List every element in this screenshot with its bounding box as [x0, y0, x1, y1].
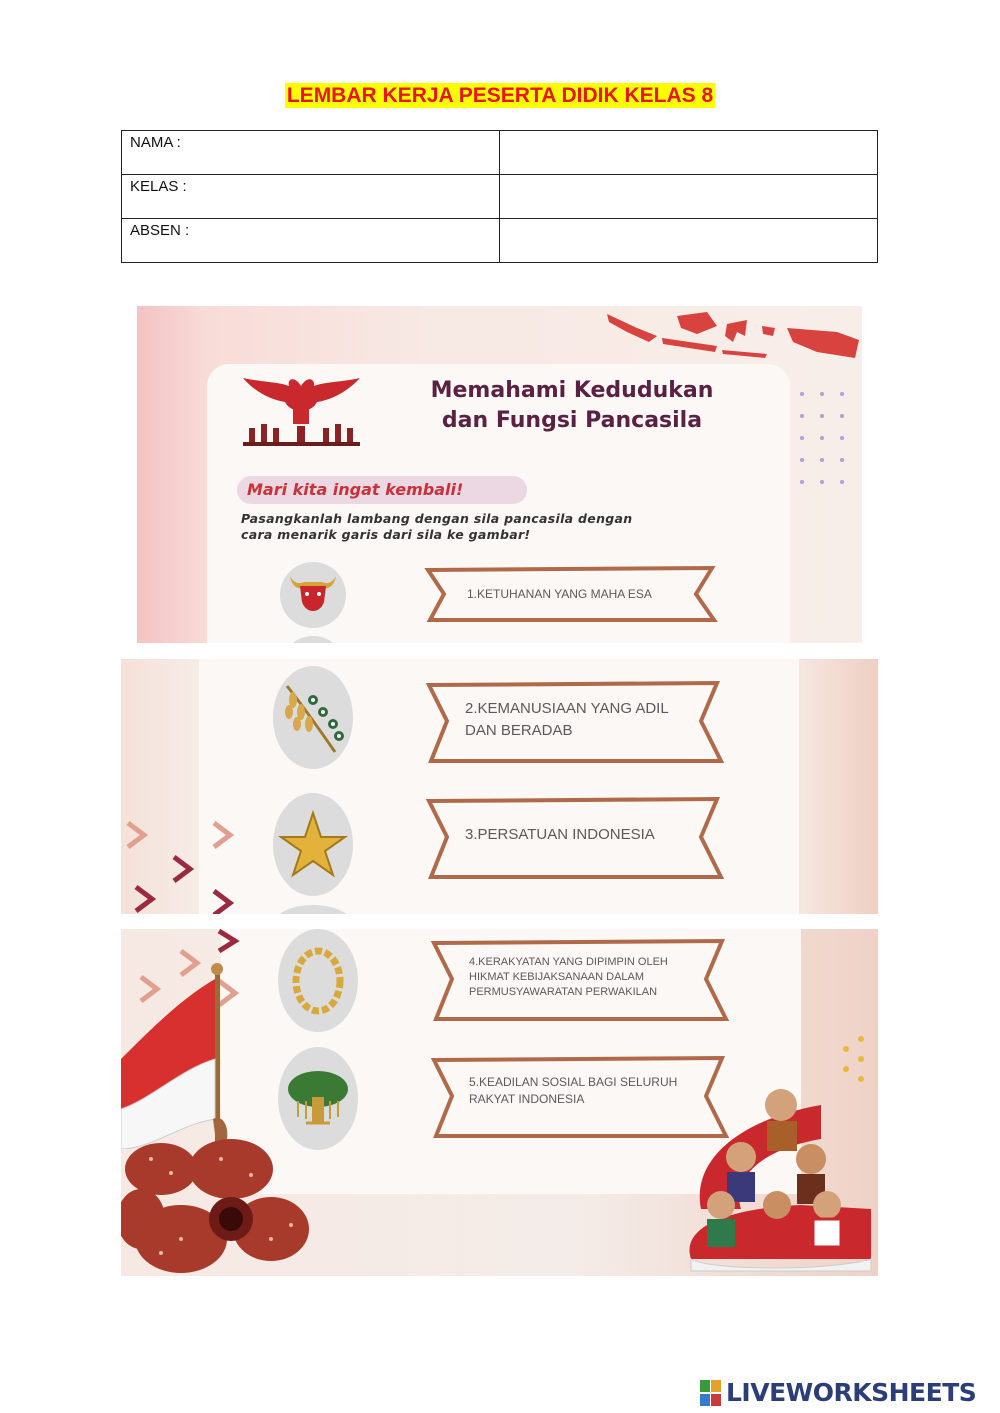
name-input[interactable] [500, 131, 878, 175]
instruction-line-2: cara menarik garis dari sila ke gambar! [241, 527, 531, 542]
class-input[interactable] [500, 175, 878, 219]
slide-panel-middle [121, 659, 878, 914]
bull-head-icon [280, 562, 346, 628]
star-icon [273, 793, 353, 896]
worksheet-title [0, 84, 1000, 108]
sila-text-2-line-1: 2.KEMANUSIAAN YANG ADIL [465, 700, 669, 717]
rafflesia-flower-icon [121, 1129, 311, 1276]
sila-ribbon-3[interactable] [421, 793, 726, 883]
slide-heading [372, 376, 772, 436]
indonesian-flag-icon [121, 959, 251, 1149]
table-row [122, 175, 878, 219]
class-label: KELAS : [122, 175, 500, 219]
sila-ribbon-1[interactable] [420, 564, 720, 626]
brand-text: LIVEWORKSHEETS [726, 1378, 977, 1407]
subheading-pill [237, 476, 527, 504]
symbol-circle-5[interactable] [278, 1047, 358, 1150]
dot-pattern-decoration [792, 386, 862, 496]
symbol-circle-2[interactable] [273, 666, 353, 769]
slide-panel-top [137, 306, 862, 643]
absen-input[interactable] [500, 219, 878, 263]
sila-ribbon-2[interactable] [421, 677, 726, 767]
sila-text-4-line-3: PERMUSYAWARATAN PERWAKILAN [469, 986, 658, 998]
name-label: NAMA : [122, 131, 500, 175]
absen-label: ABSEN : [122, 219, 500, 263]
table-row [122, 131, 878, 175]
live-badge-icon [700, 1380, 722, 1408]
sila-text-4 [469, 955, 668, 1000]
sila-text-2 [465, 698, 669, 742]
instruction-text [241, 511, 771, 543]
heading-line-2: dan Fungsi Pancasila [441, 408, 703, 433]
instruction-line-1: Pasangkanlah lambang dengan sila pancasila dengan [241, 511, 633, 526]
worksheet-title-text: LEMBAR KERJA PESERTA DIDIK KELAS 8 [286, 84, 714, 107]
symbol-circle-4[interactable] [278, 929, 358, 1032]
sila-text-3: 3.PERSATUAN INDONESIA [465, 826, 655, 843]
chevron-decoration [126, 817, 246, 914]
sila-text-4-line-2: HIKMAT KEBIJAKSANAAN DALAM [469, 971, 645, 983]
table-row [122, 219, 878, 263]
heading-line-1: Memahami Kedudukan [430, 378, 714, 403]
banyan-tree-icon [278, 1047, 358, 1150]
sila-text-4-line-1: 4.KERAKYATAN YANG DIPIMPIN OLEH [469, 956, 668, 968]
sila-text-2-line-2: DAN BERADAB [465, 722, 573, 739]
sila-text-5-line-2: RAKYAT INDONESIA [469, 1092, 585, 1106]
sila-text-1: 1.KETUHANAN YANG MAHA ESA [467, 587, 652, 601]
student-info-table [121, 130, 878, 263]
sila-text-5-line-1: 5.KEADILAN SOSIAL BAGI SELURUH [469, 1075, 678, 1089]
symbol-circle-1[interactable] [280, 562, 346, 628]
chain-icon [278, 929, 358, 1032]
rice-cotton-icon [273, 666, 353, 769]
slide-panel-bottom [121, 929, 878, 1276]
subheading-text: Mari kita ingat kembali! [247, 480, 464, 499]
indonesian-people-illustration [681, 1009, 878, 1276]
sila-text-5 [469, 1074, 677, 1108]
symbol-circle-3[interactable] [273, 793, 353, 896]
garuda-emblem-icon [239, 372, 364, 452]
